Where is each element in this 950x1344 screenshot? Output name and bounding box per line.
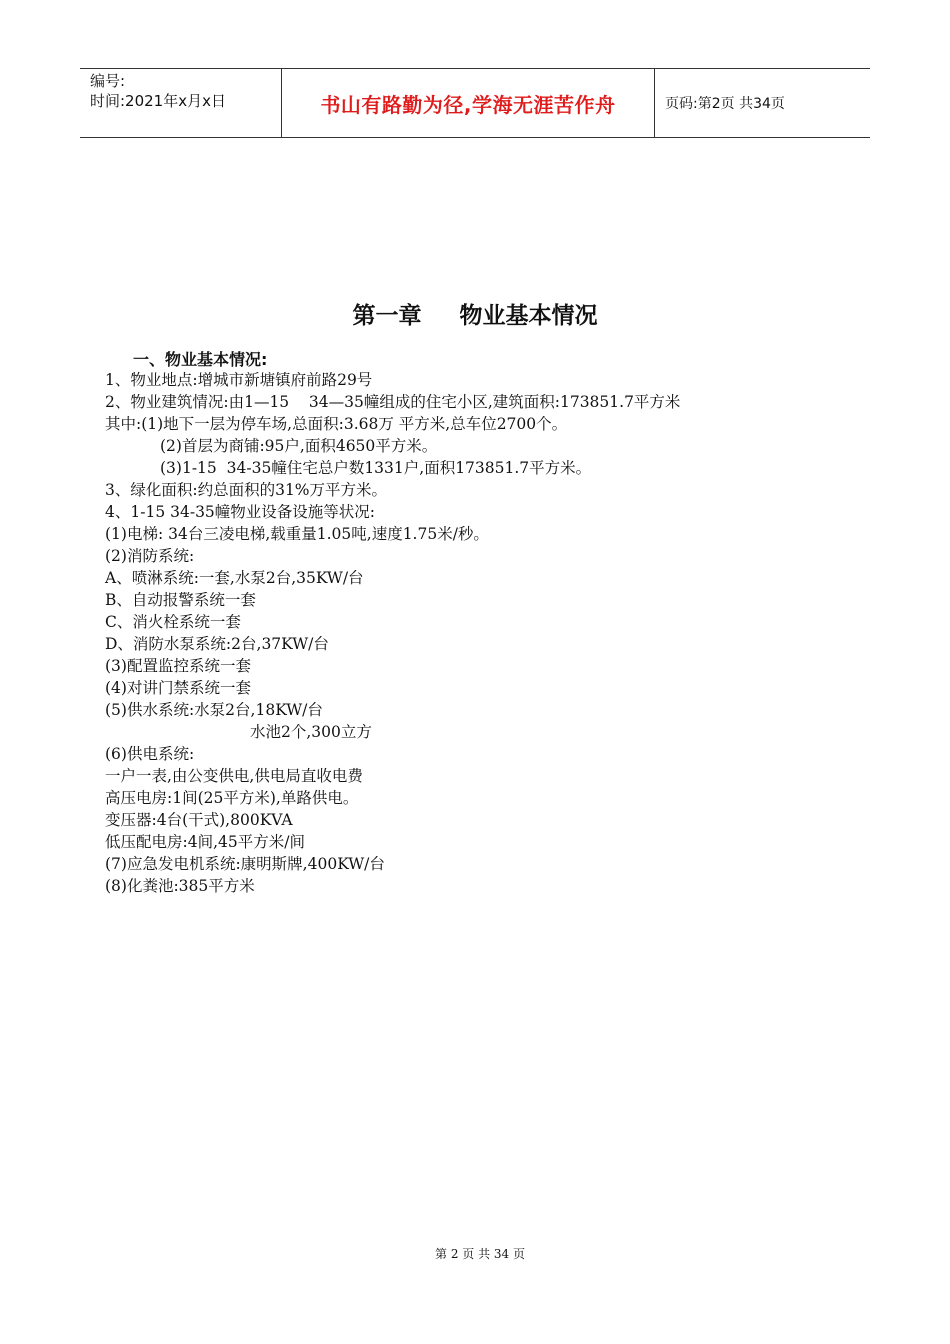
document-body [105, 369, 865, 897]
body-line: D、消防水泵系统:2台,37KW/台 [105, 635, 329, 653]
body-line: (1)电梯: 34台三凌电梯,载重量1.05吨,速度1.75米/秒。 [105, 525, 489, 543]
header-page-cell [655, 69, 870, 137]
time-label: 时间:2021年x月x日 [90, 92, 226, 110]
motto-text: 书山有路勤为径,学海无涯苦作舟 [320, 92, 616, 117]
body-line: (7)应急发电机系统:康明斯牌,400KW/台 [105, 855, 385, 873]
body-line: 高压电房:1间(25平方米),单路供电。 [105, 789, 359, 807]
body-line: 4、1-15 34-35幢物业设备设施等状况: [105, 503, 376, 521]
body-line: A、喷淋系统:一套,水泵2台,35KW/台 [105, 569, 364, 587]
body-line: (4)对讲门禁系统一套 [105, 679, 251, 697]
header-info-cell [80, 69, 282, 137]
page-label: 页码:第2页 共34页 [665, 96, 785, 112]
document-header [80, 68, 870, 138]
body-line: 其中:(1)地下一层为停车场,总面积:3.68万 平方米,总车位2700个。 [105, 415, 568, 433]
chapter-number: 第一章 [352, 303, 422, 329]
body-line: (2)首层为商铺:95户,面积4650平方米。 [160, 437, 438, 455]
body-line: 1、物业地点:增城市新塘镇府前路29号 [105, 371, 373, 389]
body-line: (3)1-15 34-35幢住宅总户数1331户,面积173851.7平方米。 [160, 459, 592, 477]
body-line: C、消火栓系统一套 [105, 613, 241, 631]
body-line: (6)供电系统: [105, 745, 195, 763]
body-line: 2、物业建筑情况:由1—15 34—35幢组成的住宅小区,建筑面积:173851.7平方米 [105, 393, 681, 411]
chapter-name: 物业基本情况 [459, 303, 598, 329]
body-line: 水池2个,300立方 [250, 723, 372, 741]
body-line: (8)化粪池:385平方米 [105, 877, 255, 895]
header-motto-cell [282, 69, 655, 137]
body-line: 低压配电房:4间,45平方米/间 [105, 833, 305, 851]
body-line: 变压器:4台(干式),800KVA [105, 811, 293, 829]
body-line: B、自动报警系统一套 [105, 591, 256, 609]
section-heading: 一、物业基本情况: [133, 350, 268, 369]
number-label: 编号: [90, 72, 126, 90]
body-line: (5)供水系统:水泵2台,18KW/台 [105, 701, 323, 719]
body-line: (3)配置监控系统一套 [105, 657, 251, 675]
chapter-title [0, 297, 950, 330]
body-line: 3、绿化面积:约总面积的31%万平方米。 [105, 481, 388, 499]
page-footer: 第 2 页 共 34 页 [435, 1247, 525, 1261]
body-line: 一户一表,由公变供电,供电局直收电费 [105, 767, 363, 785]
body-line: (2)消防系统: [105, 547, 195, 565]
